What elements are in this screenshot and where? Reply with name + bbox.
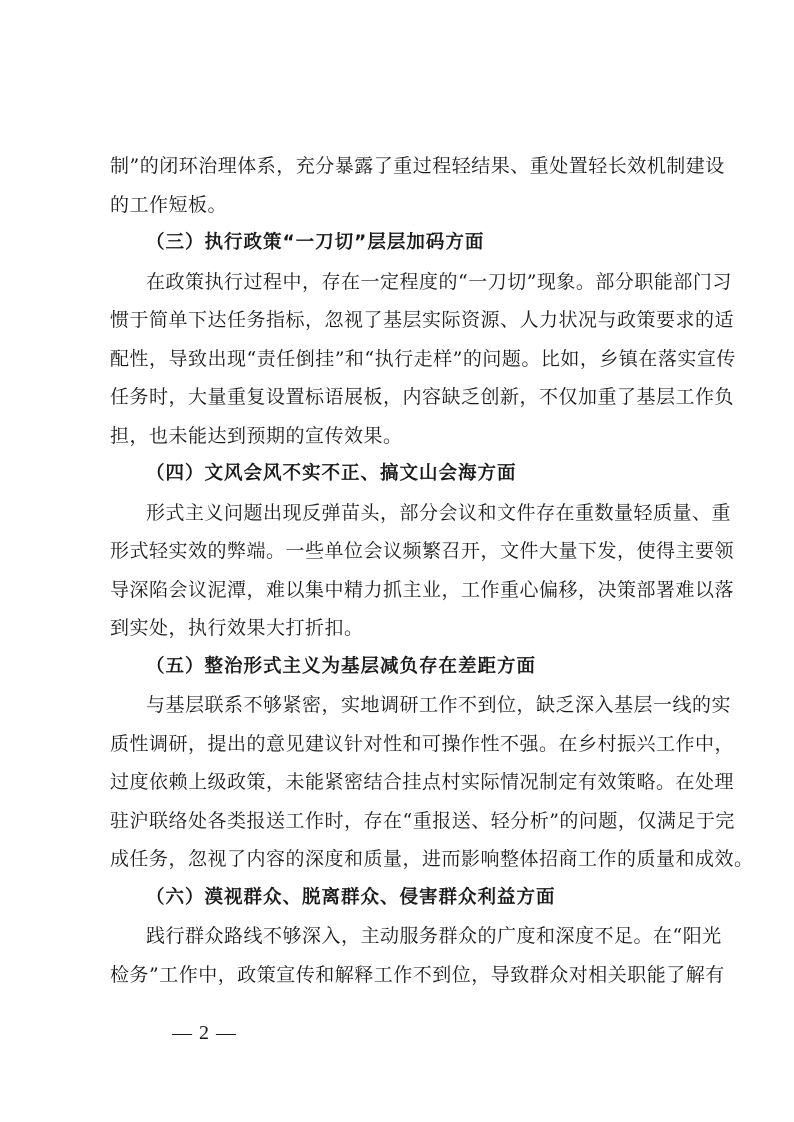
- body-line: 检务”工作中，政策宣传和解释工作不到位，导致群众对相关职能了解有: [110, 963, 725, 986]
- body-line: 践行群众路线不够深入，主动服务群众的广度和深度不足。在“阳光: [146, 925, 722, 947]
- body-line: 制”的闭环治理体系，充分暴露了重过程轻结果、重处置轻长效机制建设: [110, 155, 725, 177]
- section-heading-5: （五）整治形式主义为基层减负存在差距方面: [146, 655, 537, 677]
- body-line: 形式轻实效的弊端。一些单位会议频繁召开，文件大量下发，使得主要领: [110, 540, 735, 562]
- body-line: 担，也未能达到预期的宣传效果。: [110, 424, 403, 447]
- body-line: 与基层联系不够紧密，实地调研工作不到位，缺乏深入基层一线的实: [146, 694, 732, 716]
- page-number: — 2 —: [172, 1022, 237, 1044]
- body-line: 形式主义问题出现反弹苗头，部分会议和文件存在重数量轻质量、重: [146, 501, 732, 524]
- body-line: 在政策执行过程中，存在一定程度的“一刀切”现象。部分职能部门习: [146, 270, 732, 293]
- body-line: 配性，导致出现“责任倒挂”和“执行走样”的问题。比如，乡镇在落实宣传: [110, 347, 736, 370]
- body-line: 质性调研，提出的意见建议针对性和可操作性不强。在乡村振兴工作中，: [110, 732, 735, 755]
- body-line: 惯于简单下达任务指标，忽视了基层实际资源、人力状况与政策要求的适: [110, 309, 735, 331]
- body-line: 的工作短板。: [110, 193, 228, 216]
- body-line: 驻沪联络处各类报送工作时，存在“重报送、轻分析”的问题，仅满足于完: [110, 809, 735, 832]
- section-heading-4: （四）文风会风不实不正、搞文山会海方面: [146, 463, 517, 484]
- section-heading-6: （六）漠视群众、脱离群众、侵害群众利益方面: [146, 886, 556, 908]
- body-line: 过度依赖上级政策，未能紧密结合挂点村实际情况制定有效策略。在处理: [110, 771, 735, 793]
- body-line: 成任务，忽视了内容的深度和质量，进而影响整体招商工作的质量和成效。: [110, 848, 754, 870]
- body-line: 导深陷会议泥潭，难以集中精力抓主业，工作重心偏移，决策部署难以落: [110, 578, 735, 601]
- body-line: 任务时，大量重复设置标语展板，内容缺乏创新，不仅加重了基层工作负: [110, 386, 735, 408]
- document-body: [110, 147, 754, 994]
- section-heading-3: （三）执行政策“一刀切”层层加码方面: [146, 232, 485, 253]
- body-line: 到实处，执行效果大打折扣。: [110, 617, 364, 639]
